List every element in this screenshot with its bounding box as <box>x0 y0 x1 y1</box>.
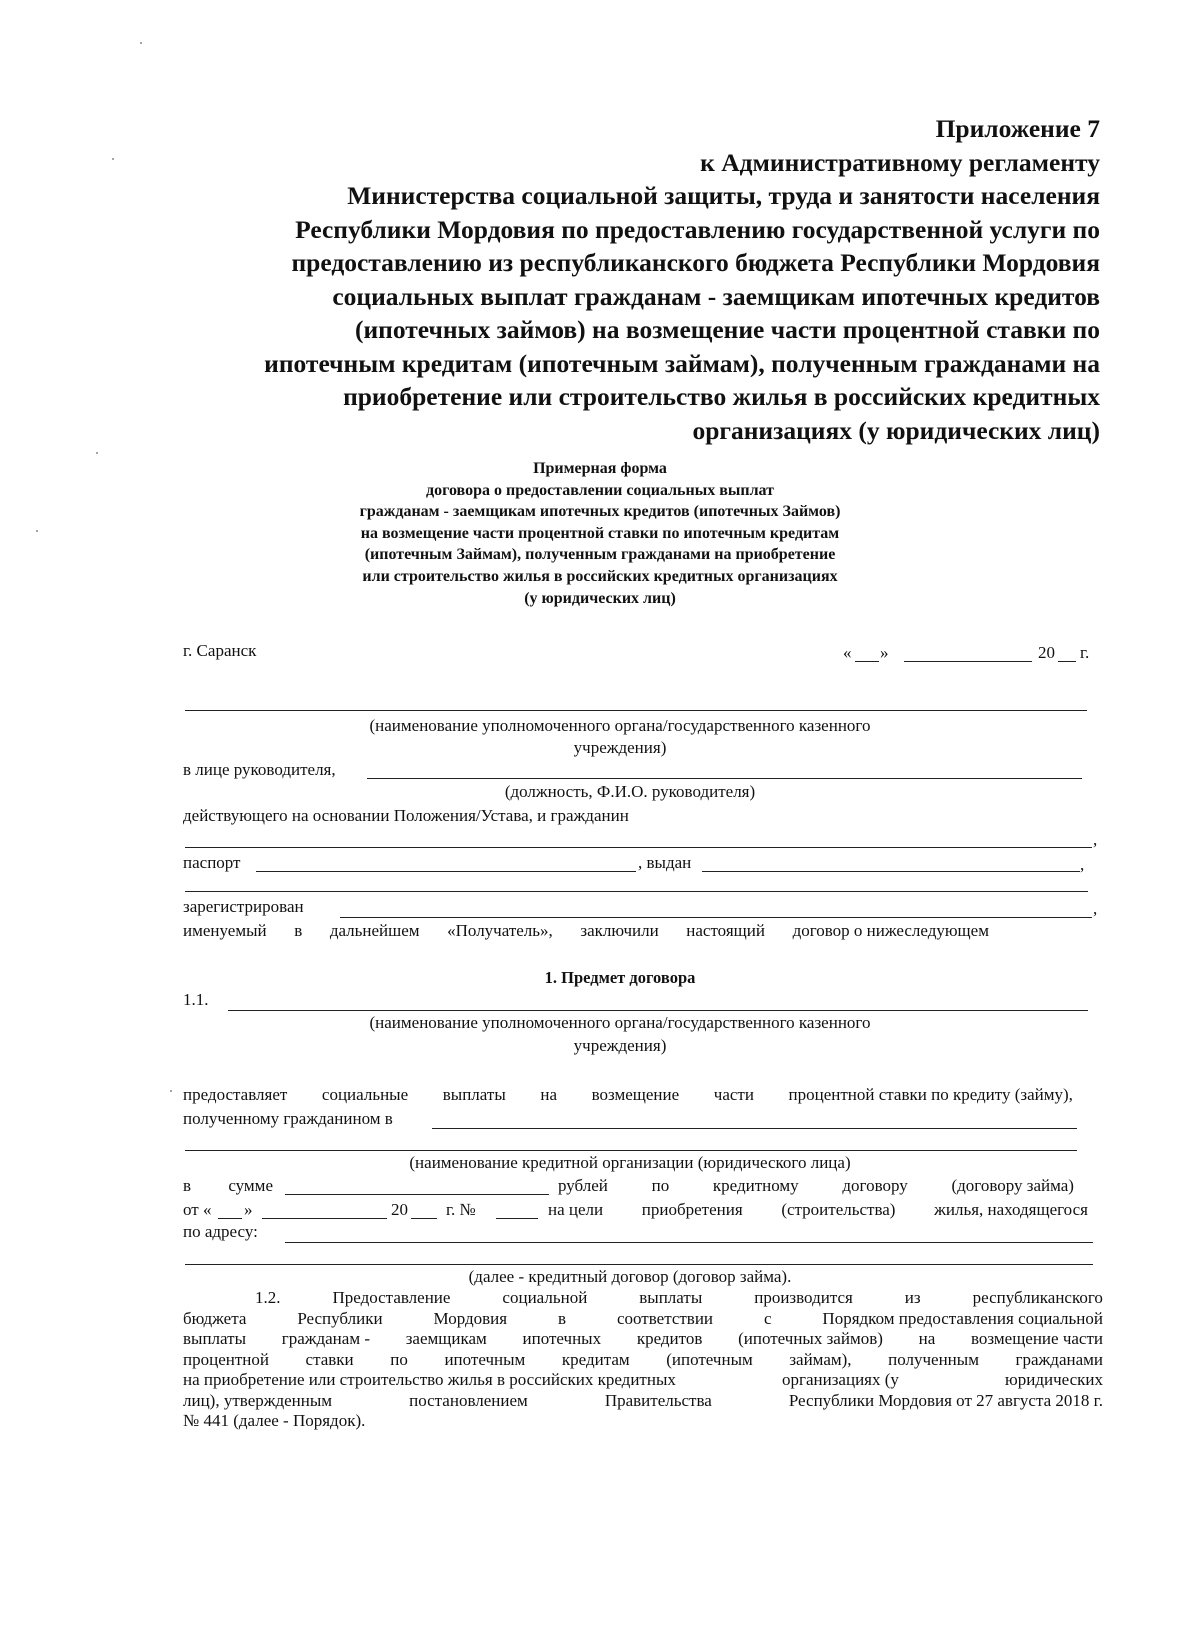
word: в <box>294 921 303 940</box>
word: Республики Мордовия от 27 августа 2018 г. <box>788 1390 1103 1410</box>
word: с <box>763 1308 772 1328</box>
form-title-line: или строительство жилья в российских кредитных организациях <box>362 567 838 585</box>
address-label: по адресу: <box>183 1222 258 1241</box>
word: заключили <box>580 921 659 940</box>
word: на <box>540 1085 557 1104</box>
word: кредитному <box>712 1176 799 1195</box>
word: постановлением <box>409 1390 528 1410</box>
date-close-quote: » <box>880 643 889 662</box>
word: ипотечным <box>444 1349 526 1369</box>
lender-name-field[interactable] <box>432 1128 1077 1129</box>
head-label: в лице руководителя, <box>183 760 336 779</box>
paragraph-row <box>183 1309 1103 1330</box>
issued-by-field-cont[interactable] <box>185 891 1088 892</box>
form-title <box>300 458 900 609</box>
word: выплаты <box>183 1329 246 1348</box>
form-title-line: на возмещение части процентной ставки по ипотечным кредитам <box>360 524 840 542</box>
head-caption: (должность, Ф.И.О. руководителя) <box>504 782 756 801</box>
word: в <box>183 1176 192 1195</box>
paragraph-row <box>183 1370 1103 1391</box>
word: на цели <box>548 1200 604 1219</box>
word: (строительства) <box>781 1200 896 1219</box>
word: сумме <box>228 1176 273 1195</box>
date-open-quote: « <box>843 643 852 662</box>
passport-number-field[interactable] <box>256 871 636 872</box>
paragraph-row <box>183 1288 1103 1309</box>
date-year-suffix: г. <box>1080 643 1090 662</box>
word: выплаты <box>639 1288 703 1307</box>
organ-caption-2: (наименование уполномоченного органа/государственного казенного <box>369 1013 871 1032</box>
word: полученным <box>888 1349 979 1369</box>
header-line: социальных выплат гражданам - заемщикам ипотечных кредитов <box>332 281 1100 311</box>
organ-caption: (наименование уполномоченного органа/государственного казенного <box>369 716 871 735</box>
word: жилья, находящегося <box>934 1200 1088 1219</box>
organ-caption-cont: учреждения) <box>573 738 667 757</box>
contract-year-field[interactable] <box>411 1218 437 1219</box>
scan-speck <box>36 530 38 532</box>
sum-amount-field[interactable] <box>285 1194 549 1195</box>
form-title-line: (у юридических лиц) <box>524 589 676 607</box>
named-recipient-text <box>183 921 989 941</box>
word: (договору займа) <box>951 1176 1074 1195</box>
paragraph-row <box>183 1411 1103 1432</box>
comma: , <box>1093 899 1098 918</box>
appendix-header <box>180 112 1100 447</box>
word: по <box>390 1349 408 1369</box>
sum-label <box>183 1176 273 1196</box>
received-label: полученному гражданином в <box>183 1109 393 1128</box>
paragraph-last-line: № 441 (далее - Порядок). <box>183 1411 366 1430</box>
address-field[interactable] <box>285 1242 1093 1243</box>
scan-speck <box>96 452 98 454</box>
issued-label: , выдан <box>638 853 692 872</box>
word: (ипотечным <box>666 1349 753 1369</box>
word: в <box>558 1308 567 1328</box>
word: 1.2. <box>255 1288 281 1307</box>
address-field-cont[interactable] <box>185 1264 1093 1265</box>
comma: , <box>1093 830 1098 849</box>
organ-name-field-2[interactable] <box>228 1010 1088 1011</box>
word: возмещение части <box>971 1329 1103 1348</box>
word: заемщикам <box>405 1329 487 1348</box>
header-line: Приложение 7 <box>935 114 1100 143</box>
scan-speck <box>112 158 114 160</box>
registered-label: зарегистрирован <box>183 897 304 916</box>
paragraph-row <box>183 1350 1103 1371</box>
paragraph-1-2 <box>183 1288 1103 1432</box>
scan-speck <box>170 1090 172 1092</box>
word: приобретения <box>641 1200 743 1219</box>
word: на приобретение или строительство жилья в российских кредитных <box>183 1370 676 1389</box>
contract-year-prefix: 20 <box>391 1200 408 1219</box>
word: республиканского <box>972 1288 1103 1307</box>
contract-year-suffix: г. № <box>446 1200 476 1219</box>
word: договор о нижеследующем <box>792 921 989 940</box>
form-title-line: Примерная форма <box>533 460 667 477</box>
word: выплаты <box>442 1085 506 1104</box>
word: Порядком предоставления социальной <box>822 1308 1103 1328</box>
word: юридических <box>1005 1370 1103 1389</box>
header-line: Министерства социальной защиты, труда и занятости населения <box>347 181 1100 210</box>
organ-name-field[interactable] <box>185 710 1087 711</box>
word: производится <box>754 1288 853 1307</box>
scan-speck <box>140 42 142 44</box>
header-line: к Административному регламенту <box>700 147 1100 177</box>
word: на <box>918 1329 936 1348</box>
word: именуемый <box>183 921 267 940</box>
word: ипотечных <box>522 1329 602 1348</box>
purpose-text <box>548 1200 1088 1220</box>
header-line: Республики Мордовия по предоставлению государственной услуги по <box>295 214 1100 244</box>
citizen-name-field[interactable] <box>185 847 1092 848</box>
from-open: от « <box>183 1200 212 1219</box>
issued-by-field[interactable] <box>702 871 1080 872</box>
date-year-prefix: 20 <box>1038 643 1055 662</box>
head-name-field[interactable] <box>367 778 1082 779</box>
date-day-field[interactable] <box>855 661 879 662</box>
form-title-line: гражданам - заемщикам ипотечных кредитов (ипотечных Займов) <box>359 503 841 521</box>
paragraph-row <box>183 1391 1103 1412</box>
city-label: г. Саранск <box>183 641 257 660</box>
word: Предоставление <box>332 1288 451 1307</box>
word: договору <box>842 1176 908 1195</box>
word: лиц), утвержденным <box>183 1390 333 1410</box>
word: ставки <box>305 1349 354 1369</box>
organ-caption-2-cont: учреждения) <box>573 1036 667 1055</box>
word: (ипотечных займов) <box>738 1329 883 1348</box>
header-line: (ипотечных займов) на возмещение части процентной ставки по <box>354 315 1100 344</box>
item-number: 1.1. <box>183 990 209 1009</box>
word: Правительства <box>604 1390 712 1410</box>
section-heading: 1. Предмет договора <box>544 968 696 987</box>
date-month-field[interactable] <box>904 661 1032 662</box>
header-line: организациях (у юридических лиц) <box>692 415 1100 445</box>
word: предоставляет <box>183 1085 288 1104</box>
word: возмещение <box>591 1085 680 1104</box>
word: социальные <box>321 1085 409 1104</box>
form-title-line: (ипотечным Займам), полученным гражданами на приобретение <box>364 546 836 564</box>
rubles-text <box>558 1176 1074 1196</box>
word: Республики <box>297 1308 383 1328</box>
header-line: предоставлению из республиканского бюджета Республики Мордовия <box>291 248 1100 277</box>
header-line: ипотечным кредитам (ипотечным займам), полученным гражданами на <box>264 348 1100 378</box>
word: кредитам <box>561 1349 630 1369</box>
word: бюджета <box>183 1308 247 1328</box>
word: из <box>904 1288 921 1307</box>
basis-text: действующего на основании Положения/Устава, и гражданин <box>183 806 629 825</box>
word: настоящий <box>686 921 765 940</box>
word: социальной <box>502 1288 588 1307</box>
word: кредитов <box>636 1329 703 1348</box>
word: рублей <box>558 1176 608 1195</box>
date-year-field[interactable] <box>1058 661 1076 662</box>
word: Мордовия <box>433 1308 508 1328</box>
word: гражданам - <box>281 1329 370 1348</box>
passport-label: паспорт <box>183 853 241 872</box>
word: процентной ставки по кредиту (займу), <box>788 1085 1073 1104</box>
word: по <box>651 1176 670 1195</box>
word: соответствии <box>616 1308 714 1328</box>
word: организациях (у <box>782 1370 899 1389</box>
word: гражданами <box>1015 1349 1103 1369</box>
comma: , <box>1080 855 1085 874</box>
from-close: » <box>244 1200 253 1219</box>
contract-month-field[interactable] <box>262 1218 387 1219</box>
paragraph-row <box>183 1329 1103 1350</box>
lender-caption: (наименование кредитной организации (юридического лица) <box>409 1153 851 1172</box>
loan-caption: (далее - кредитный договор (договор займа). <box>468 1267 792 1286</box>
word: процентной <box>183 1349 269 1369</box>
form-title-line: договора о предоставлении социальных выплат <box>425 481 774 499</box>
contract-number-field[interactable] <box>496 1218 538 1219</box>
word: «Получатель», <box>447 921 553 940</box>
contract-day-field[interactable] <box>218 1218 242 1219</box>
word: дальнейшем <box>329 921 420 940</box>
word: части <box>713 1085 754 1104</box>
registered-address-field[interactable] <box>340 917 1092 918</box>
provides-text <box>183 1085 1073 1105</box>
header-line: приобретение или строительство жилья в российских кредитных <box>343 382 1100 411</box>
lender-name-field-cont[interactable] <box>185 1150 1077 1151</box>
word: займам), <box>789 1349 852 1369</box>
